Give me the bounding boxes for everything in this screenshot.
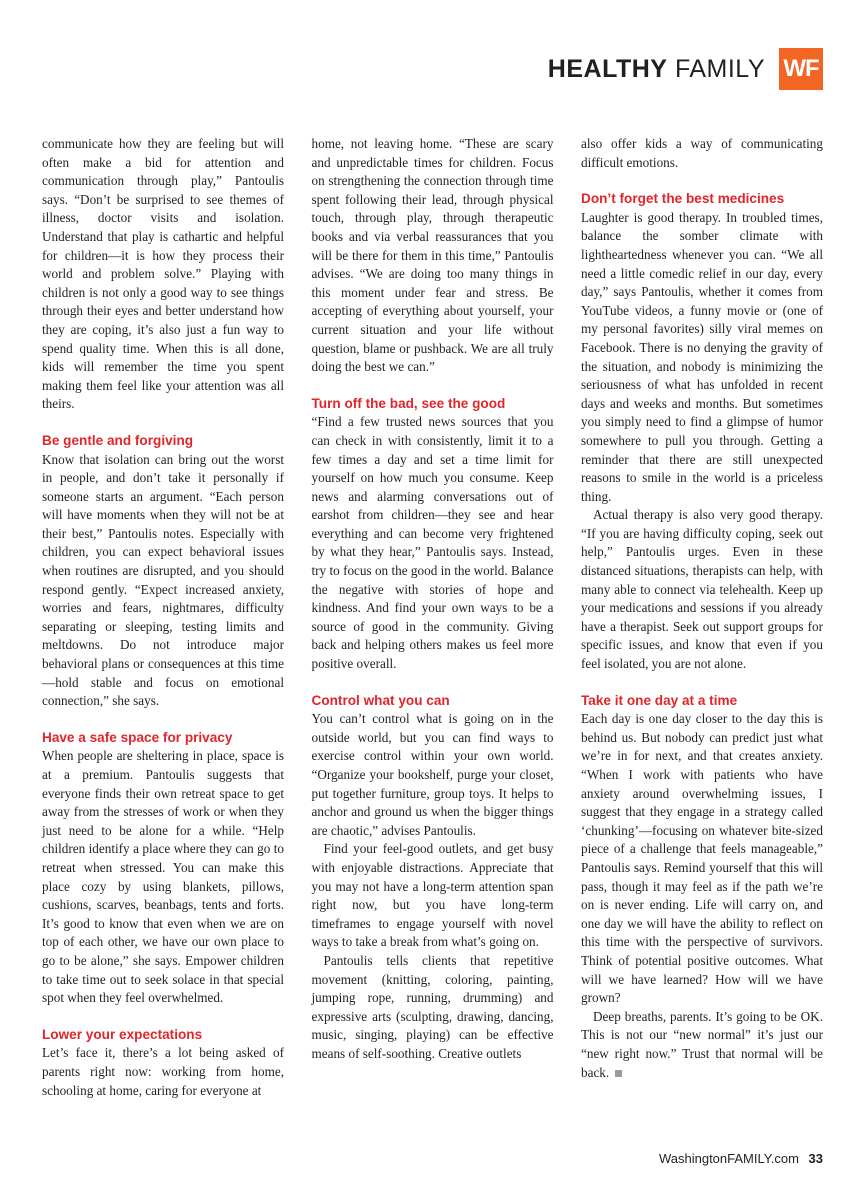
section-title [548, 55, 765, 84]
subheading-control: Control what you can [311, 692, 450, 708]
paragraph: Pantoulis tells clients that repetitive movement (knitting, coloring, painting, jumping rope, running, drumming) and expressive arts (sculpting, drawing, dancing, music, singing, playing) can be effective means of self-soothing. Creative outlets [311, 952, 554, 1061]
footer-site: WashingtonFAMILY.com [658, 1151, 799, 1166]
section-header [548, 48, 823, 90]
article-columns [42, 135, 823, 1145]
subheading-turn-off: Turn off the bad, see the good [311, 395, 506, 411]
paragraph: Let’s face it, there’s a lot being asked of parents right now: working from home, schooling at home, caring for everyone at [42, 1045, 284, 1098]
section-title-light: FAMILY [674, 54, 765, 83]
paragraph: Laughter is good therapy. In troubled times, balance the somber climate with lightheartedness whenever you can. “We all need a little comedic relief in our day, every day,” says Pantoulis, whether it comes from YouTube videos, a funny movie or (one of my personal favorites) silly viral memes on Facebook. There is no denying the gravity of the situation, and nobody is minimizing the seriousness of what has unfolded in recent days and weeks and months. But sometimes you simply need to find a glimpse of humor somewhere to pull you through. Getting a reminder that there are still unexpected reasons to smile in the world is a priceless thing. [581, 209, 823, 504]
column-1 [42, 135, 284, 1145]
wf-logo: WF [779, 48, 823, 90]
paragraph: home, not leaving home. “These are scary and unpredictable times for children. Focus on strengthening the connection through time spent following their lead, through physical touch, through play, through therapeutic books and via verbal reassurances that you will be there for them in this time,” Pantoulis advises. “We are doing too many things in this moment under fear and stress. Be accepting of everything about yourself, your current situation and your life without question, blame or pushback. We are all truly doing the best we can.” [311, 136, 554, 375]
paragraph: Actual therapy is also very good therapy. “If you are having difficulty coping, seek out help,” Pantoulis urges. Even in these distanced situations, therapists can help, with many able to connect via telehealth. Keep up your medications and sessions if you already have a therapist. Seek out support groups for specific issues, and know that even if you feel isolated, you are not alone. [581, 507, 823, 672]
paragraph: communicate how they are feeling but will often make a bid for attention and communication through play,” Pantoulis says. “Don’t be surprised to see themes of illness, doctor visits and isolation. Understand that play is cathartic and helpful for children—it is how they process their world and problem solve.” Playing with children is not only a good way to see things through their eyes and better understand how they are coping, it’s also just a fun way to spend quality time. When this is all done, kids will remember the time you spent making them feel like your attention was all theirs. [42, 136, 284, 412]
subheading-safe-space: Have a safe space for privacy [42, 729, 233, 745]
page-footer [659, 1151, 823, 1166]
subheading-expectations: Lower your expectations [42, 1026, 203, 1042]
end-mark-icon [615, 1070, 622, 1077]
column-2 [312, 135, 554, 1145]
subheading-medicines: Don’t forget the best medicines [581, 191, 785, 207]
paragraph: Find your feel-good outlets, and get busy with enjoyable distractions. Appreciate that you may not have a long-term attention span right now, but you have long-term timeframes to engage yourself with novel ways to take a break from what’s going on. [311, 841, 554, 950]
subheading-one-day: Take it one day at a time [581, 692, 738, 708]
paragraph: Know that isolation can bring out the worst in people, and don’t take it personally if someone starts an argument. “Each person will have moments when they will not be at their best,” Pantoulis notes. Especially with children, you can expect behavioral issues when routines are disrupted, and you should respond gently. “Expect increased anxiety, worries and fears, nightmares, difficulty separating or sleeping, testing limits and meltdowns. Do not introduce major behavioral plans or consequences at this time—hold stable and focus on emotional connection,” she says. [42, 451, 284, 709]
final-text: Deep breaths, parents. It’s going to be OK. This is not our “new normal” it’s just our “new right now.” Trust that normal will be back. [581, 1008, 823, 1080]
paragraph: When people are sheltering in place, space is at a premium. Pantoulis suggests that everyone finds their own retreat space to get away from the stresses of work or when they just need to be alone for a while. “Help children identify a place where they can go to retreat when stressed. You can make this place cozy by using blankets, pillows, cushions, scarves, beanbags, tents and forts. It’s good to know that even when we are on top of each other, we have our own place to go to be alone,” she says. Empower children to take time out to seek solace in that special spot when they feel overwhelmed. [42, 748, 284, 1006]
section-title-bold: HEALTHY [547, 54, 668, 83]
paragraph: Each day is one day closer to the day this is behind us. But nobody can predict just what we’re in for next, and that creates anxiety. “When I work with patients who have anxiety around overwhelming issues, I suggest that they engage in a strategy called ‘chunking’—focusing on whatever bite-sized piece of a challenge that feels manageable,” Pantoulis says. Remind yourself that this will pass, though it may feel as if the path we’re on is never ending. Life will carry on, and one day we will have the ability to reflect on this time with the perspective of survivors. Think of potential positive outcomes. What will we have learned? How will we have grown? [581, 711, 823, 1006]
paragraph: You can’t control what is going on in the outside world, but you can find ways to exercise control within your own world. “Organize your bookshelf, purge your closet, put together furniture, group toys. It helps to anchor and ground us when the bigger things are chaotic,” advises Pantoulis. [311, 711, 554, 838]
paragraph: “Find a few trusted news sources that you can check in with consistently, limit it to a few times a day and set a time limit for yourself on how much you consume. Keep news and alarming conversations out of earshot from children—they see and hear everything and can become very frightened by what they hear,” Pantoulis says. Instead, try to focus on the good in the world. Balance the negative with stories of hope and kindness. And find your own ways to be a source of good in the community. Giving back and helping others makes us feel more positive overall. [311, 414, 554, 672]
page-number: 33 [808, 1151, 823, 1166]
paragraph-final [581, 1008, 823, 1082]
subheading-gentle: Be gentle and forgiving [42, 432, 194, 448]
paragraph: also offer kids a way of communicating difficult emotions. [581, 136, 823, 170]
column-3 [581, 135, 823, 1145]
